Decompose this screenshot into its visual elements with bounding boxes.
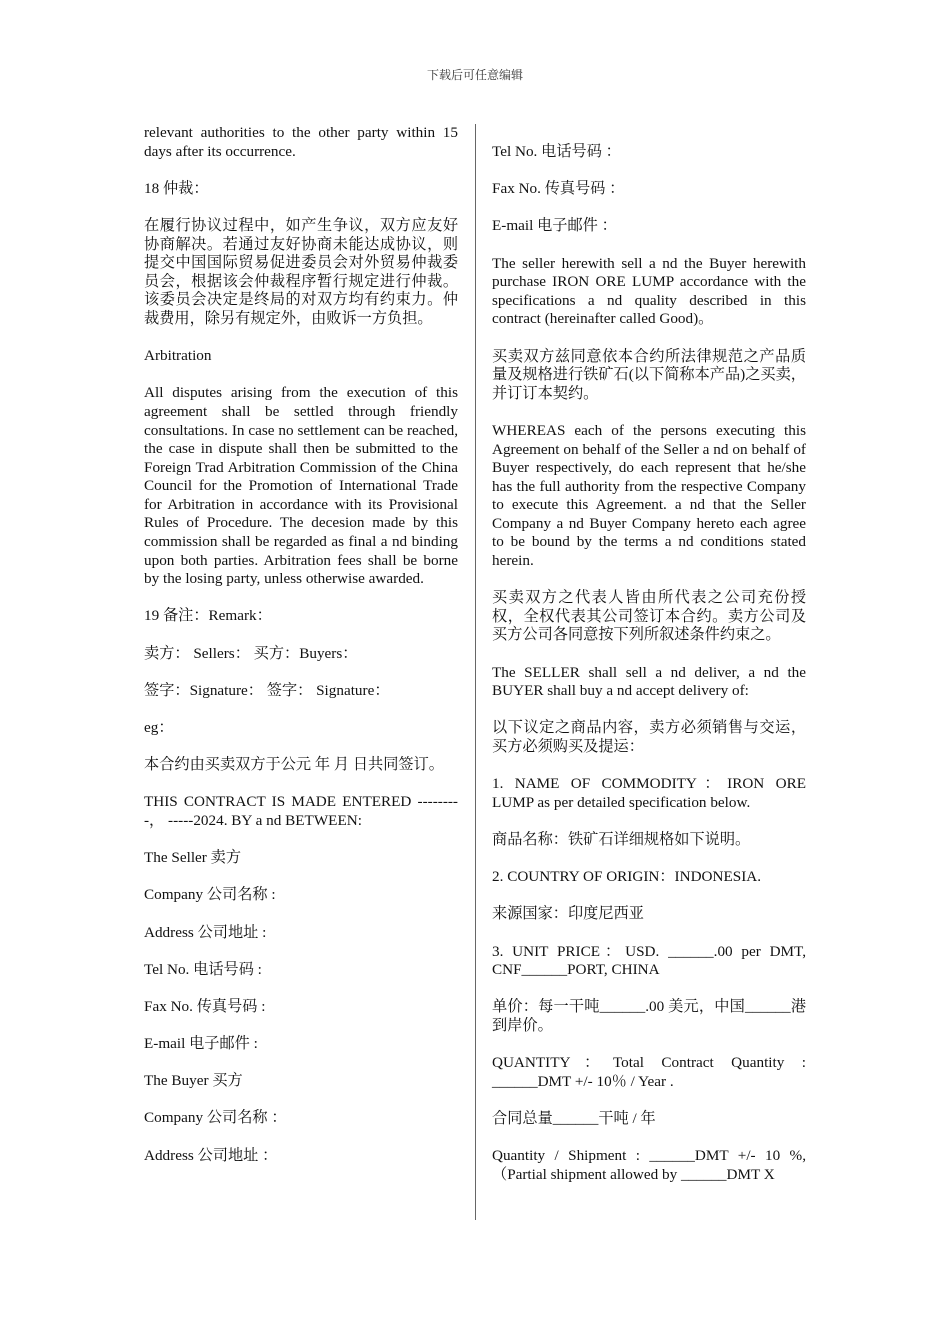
paragraph: 18 仲裁：: [144, 179, 209, 197]
paragraph: 3. UNIT PRICE：USD. ______.00 per DMT, CNF______PORT, CHINA: [492, 942, 806, 979]
paragraph: 在履行协议过程中，如产生争议，双方应友好协商解决。若通过友好协商未能达成协议，则提交中国国际贸易促进委员会对外贸易仲裁委员会，根据该会仲裁程序暂行规定进行仲裁。该委员会决定是终局的对双方均有约束力。仲裁费用，除另有规定外，由败诉一方负担。: [144, 216, 458, 327]
paragraph: 1. NAME OF COMMODITY：IRON ORE LUMP as per detailed specification below.: [492, 775, 806, 811]
paragraph: 买卖双方之代表人皆由所代表之公司充份授权，全权代表其公司签订本合约。卖方公司及买方公司各同意按下列所叙述条件约束之。: [492, 589, 806, 644]
paragraph: The seller herewith sell a nd the Buyer herewith purchase IRON ORE LUMP accordance with the specifications a nd quality described in this contract (hereinafter called Good)。: [492, 254, 806, 328]
paragraph: Fax No. 传真号码 ：: [492, 180, 625, 198]
paragraph: 19 备注：Remark：: [144, 607, 272, 625]
paragraph: 买卖双方兹同意依本合约所法律规范之产品质量及规格进行铁矿石(以下简称本产品)之买卖，并订订本契约。: [492, 347, 806, 402]
paragraph: 来源国家：印度尼西亚: [492, 905, 644, 923]
paragraph: E-mail 电子邮件 :: [144, 1035, 258, 1053]
paragraph: Company 公司名称 ：: [144, 1109, 287, 1127]
paragraph: The SELLER shall sell a nd deliver, a nd the BUYER shall buy a nd accept delivery of:: [492, 663, 806, 700]
paragraph: The Buyer 买方: [144, 1072, 243, 1090]
paragraph: All disputes arising from the execution of this agreement shall be settled through friendly consultations. In case no settlement can be reached, the case in dispute shall then be submitted to the Foreign Trad Arbitration Commission of the China Council for the Promotion of International Trade for Arbitration in accordance with its Provisional Rules of Procedure. The decesion made by this commission shall be regarded as final a nd binding upon both parties. Arbitration fees shall be borne by the losing party, unless otherwise awarded.: [144, 384, 458, 588]
left-column: [144, 124, 458, 1184]
paragraph: Address 公司地址 ：: [144, 1146, 278, 1164]
page-header: 下载后可任意编辑: [426, 68, 523, 82]
paragraph: WHEREAS each of the persons executing this Agreement on behalf of the Seller a nd on behalf of Buyer respectively, do each represent that he/she has the full authority from the respective Company to execute this Agreement. a nd that the Seller Company a nd Buyer Company hereto each agree to be bound by the terms a nd conditions stated herein.: [492, 421, 806, 570]
paragraph: THIS CONTRACT IS MADE ENTERED ---------， -----2024. BY a nd BETWEEN:: [144, 793, 458, 829]
paragraph: 本合约由买卖双方于公元 年 月 日共同签订。: [144, 756, 444, 774]
paragraph: Fax No. 传真号码 :: [144, 997, 266, 1015]
paragraph: Company 公司名称 :: [144, 886, 276, 904]
paragraph: The Seller 卖方: [144, 849, 242, 867]
paragraph: Tel No. 电话号码 :: [144, 960, 262, 978]
paragraph: Quantity / Shipment : ______DMT +/- 10 %,（Partial shipment allowed by ______DMT X: [492, 1147, 806, 1183]
paragraph: 商品名称：铁矿石详细规格如下说明。: [492, 830, 751, 848]
paragraph: 签字：Signature： 签字： Signature：: [144, 681, 390, 699]
paragraph: QUANTITY：Total Contract Quantity : ______DMT +/- 10％ / Year .: [492, 1054, 806, 1090]
paragraph: E-mail 电子邮件 ：: [492, 217, 617, 235]
paragraph: 单价：每一干吨______.00 美元，中国______港到岸价。: [492, 998, 806, 1034]
paragraph: eg：: [144, 719, 174, 736]
paragraph: 合同总量______干吨 / 年: [492, 1109, 656, 1127]
paragraph: relevant authorities to the other party within 15 days after its occurrence.: [144, 124, 458, 160]
paragraph: 卖方： Sellers： 买方：Buyers：: [144, 644, 358, 662]
paragraph: Tel No. 电话号码 ：: [492, 143, 621, 160]
right-column: [492, 143, 806, 1203]
column-divider: [475, 124, 476, 1220]
paragraph: Address 公司地址 :: [144, 923, 267, 941]
paragraph: Arbitration: [144, 347, 212, 365]
paragraph: 以下议定之商品内容，卖方必须销售与交运，买方必须购买及提运：: [492, 719, 806, 755]
paragraph: 2. COUNTRY OF ORIGIN：INDONESIA.: [492, 868, 762, 886]
